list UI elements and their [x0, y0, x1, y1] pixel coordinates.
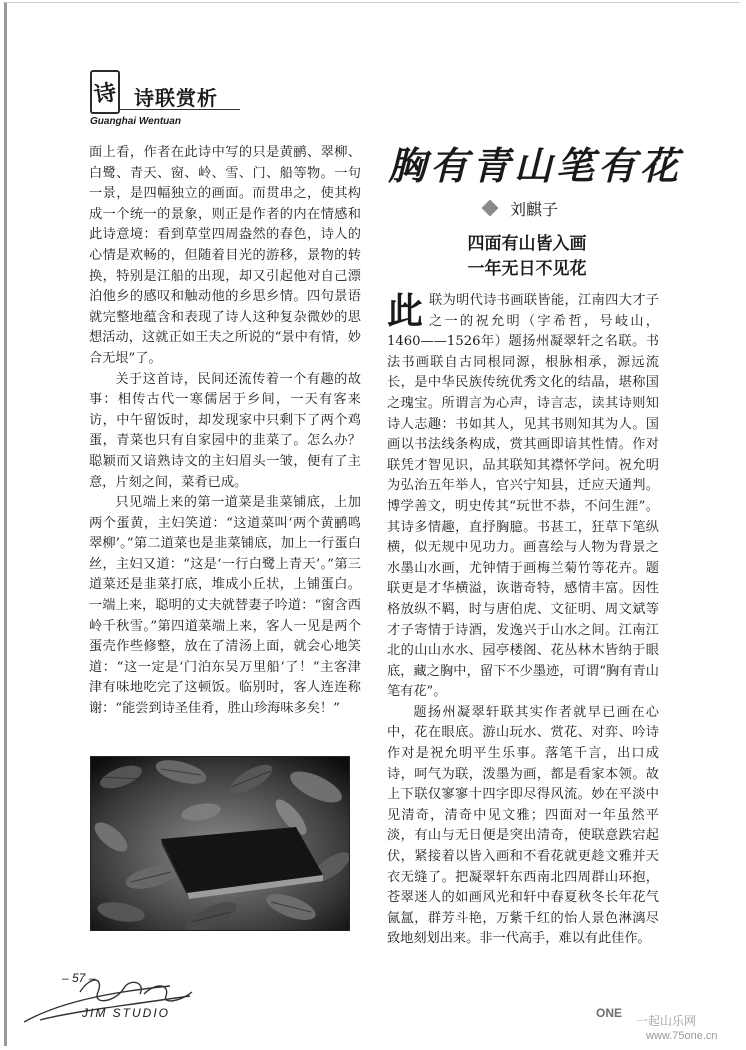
article-paragraph-1	[387, 291, 659, 703]
column-badge	[90, 70, 120, 114]
header-rule	[120, 109, 240, 110]
couplet-line-1: 四面有山皆入画	[467, 234, 587, 254]
book-on-leaves-photo	[90, 756, 350, 931]
author-row	[484, 197, 558, 219]
watermark-url: www.75one.cn	[646, 1030, 718, 1042]
column-subtitle: Guanghai Wentuan	[90, 116, 181, 127]
watermark-site-name: 一起山乐网	[636, 1014, 697, 1028]
left-column-text	[89, 143, 361, 720]
couplet	[388, 232, 666, 282]
column-badge-char: 诗	[92, 78, 119, 109]
left-paragraph-3: 只见端上来的第一道菜是韭菜铺底，上加两个蛋黄，主妇笑道：“这道菜叫‘两个黄鹂鸣翠柳’。”第二道菜也是韭菜铺底，加上一行蛋白丝，主妇又道：“这是‘一行白鹭上青天’。”第三道菜还是韭菜打底，堆成小丘状，上铺蛋白。一端上来，聪明的丈夫就替妻子吟道：“窗含西岭千秋雪。”第四道菜端上来，客人一见是两个蛋壳作些修整，放在了清汤上面，就会心地笑道：“这一定是‘门泊东吴万里船’了！”主客津津有味地吃完了这顿饭。临别时，客人连连称谢：“能尝到诗圣佳肴，胜山珍海味多矣！”	[89, 495, 361, 717]
right-column-text	[387, 291, 659, 950]
studio-name: JIM STUDIO	[82, 1006, 170, 1020]
left-paragraph-1: 面上看，作者在此诗中写的只是黄鹂、翠柳、白鹭、青天、窗、岭、雪、门、船等物。一句一景，是四幅独立的画面。而贯串之，使其构成一个统一的景象，则正是作者的内在情感和此诗意境：看到草堂四周盎然的春色，诗人的心情是欢畅的，但随着目光的游移，景物的转换，特别是江船的出现，却又引起他对自己漂泊他乡的感叹和触动他的乡思乡情。四句景语就完整地蕴含和表现了诗人这种复杂微妙的思想活动，这就正如王夫之所说的“景中有情，妙合无垠”了。	[89, 145, 361, 366]
drop-cap: 此	[387, 291, 424, 332]
article-paragraph-1-text: 联为明代诗书画联皆能，江南四大才子之一的祝允明（字希哲，号岐山，1460——1526年）题扬州凝翠轩之名联。书法书画联自古同根同源，根脉相承，源远流长，是中华民族传统优秀文化的结晶，堪称国之瑰宝。所谓言为心声，诗言志，读其诗则知诗人志趣：书如其人，见其书则知其为人。国画以书法线条构成，赏其画即谙其性情。作对联凭才智见识，品其联知其襟怀学问。祝允明为弘治五年举人，官兴宁知县，迁应天通判。博学善文，明史传其“玩世不恭，不问生涯”。其诗多情趣，直抒胸臆。书甚工，狂草下笔纵横，似无规中见功力。画喜绘与人物为背景之水墨山水画，尤钟情于画梅兰菊竹等花卉。题联更是才华横溢，诙谐奇特，感情丰富。因性格放纵不羁，时与唐伯虎、文征明、周文斌等才子寄情于诗酒，发逸兴于山水之间。江南江北的山山水水、园亭楼阁、花丛林木皆纳于眼底，藏之胸中，留下不少墨迹，可谓“胸有青山笔有花”。	[387, 293, 659, 700]
page-number: – 57 –	[62, 971, 96, 985]
left-paragraph-2: 关于这首诗，民间还流传着一个有趣的故事：相传古代一寒儒居于乡间，一天有客来访，中午留饭时，却发现家中只剩下了两个鸡蛋，青菜也只有自家园中的韭菜了。怎么办？聪颖而又谙熟诗文的主妇眉头一皱，便有了主意，片刻之间，菜肴已成。	[89, 371, 361, 490]
watermark-logo: ONE	[596, 1006, 623, 1020]
diamond-icon	[482, 200, 499, 217]
article-paragraph-2: 题扬州凝翠轩联其实作者就早已画在心中，花在眼底。游山玩水、赏花、对弈、吟诗作对是祝允明平生乐事。落笔千言，出口成诗，呵气为联，泼墨为画，都是看家本领。故上下联仅寥寥十四字即尽得风流。妙在平淡中见清奇，清奇中见文雅；四面对一年虽然平淡，有山与无日便是突出清奇，使联意跌宕起伏，紧接着以皆入画和不看花就更趁文雅并天衣无缝了。把凝翠轩东西南北四周群山环抱，苍翠迷人的如画风光和轩中春夏秋冬长年花气氤氲，群芳斗艳，万紫千红的怡人景色淋漓尽致地刻划出来。非一代高手，难以有此佳作。	[387, 704, 659, 947]
article-author: 刘麒子	[510, 199, 559, 219]
couplet-line-2: 一年无日不见花	[467, 259, 587, 279]
column-title: 诗联赏析	[134, 86, 218, 110]
article-title: 胸有青山笔有花	[388, 143, 683, 188]
